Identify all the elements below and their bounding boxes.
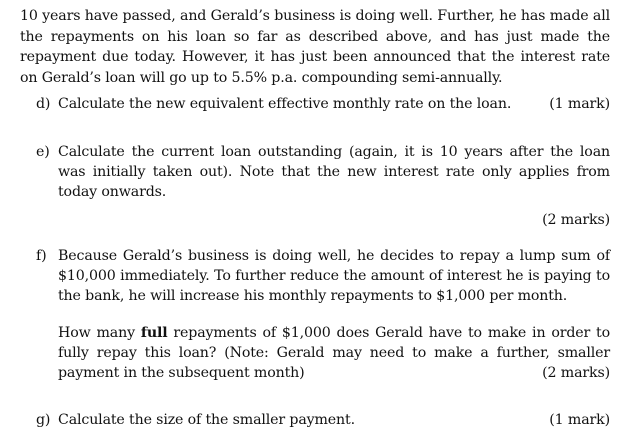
question-e-marks: (2 marks) [542, 212, 610, 228]
question-f [36, 246, 610, 383]
question-f-text-2-bold: full [140, 325, 168, 341]
question-g [36, 410, 610, 430]
question-g-label: g) [36, 412, 51, 428]
question-f-text-2-post: repayments of $1,000 does Gerald have to make in order to fully repay this loan? (Note: Gerald may need to make a further, smaller payment in the subsequent month) [58, 325, 610, 381]
question-e-text: Calculate the current loan outstanding (again, it is 10 years after the loan was initially taken out). Note that the new interest rate only applies from today onwards. [58, 144, 610, 200]
question-e [36, 142, 610, 230]
question-d-label: d) [36, 96, 51, 112]
question-f-text: Because Gerald’s business is doing well, he decides to repay a lump sum of $10,000 immediately. To further reduce the amount of interest he is paying to the bank, he will increase his monthly repayments to $1,000 per month. [58, 248, 610, 304]
question-f-text-2-pre: How many [58, 325, 141, 341]
question-d [36, 94, 610, 114]
question-d-marks: (1 mark) [549, 96, 610, 112]
question-f-label: f) [36, 248, 47, 264]
question-e-label: e) [36, 144, 50, 160]
question-d-text: Calculate the new equivalent effective monthly rate on the loan. [58, 96, 512, 112]
question-f-marks: (2 marks) [542, 365, 610, 381]
intro-paragraph: 10 years have passed, and Gerald’s business is doing well. Further, he has made all the repayments on his loan so far as described above, and has just made the repayment due today. However, it has just been announced that the interest rate on Gerald’s loan will go up to 5.5% p.a. compounding semi-annually. [20, 8, 610, 86]
question-f-text-2 [58, 323, 610, 383]
question-g-text: Calculate the size of the smaller payment. [58, 412, 355, 428]
question-g-marks: (1 mark) [549, 412, 610, 428]
